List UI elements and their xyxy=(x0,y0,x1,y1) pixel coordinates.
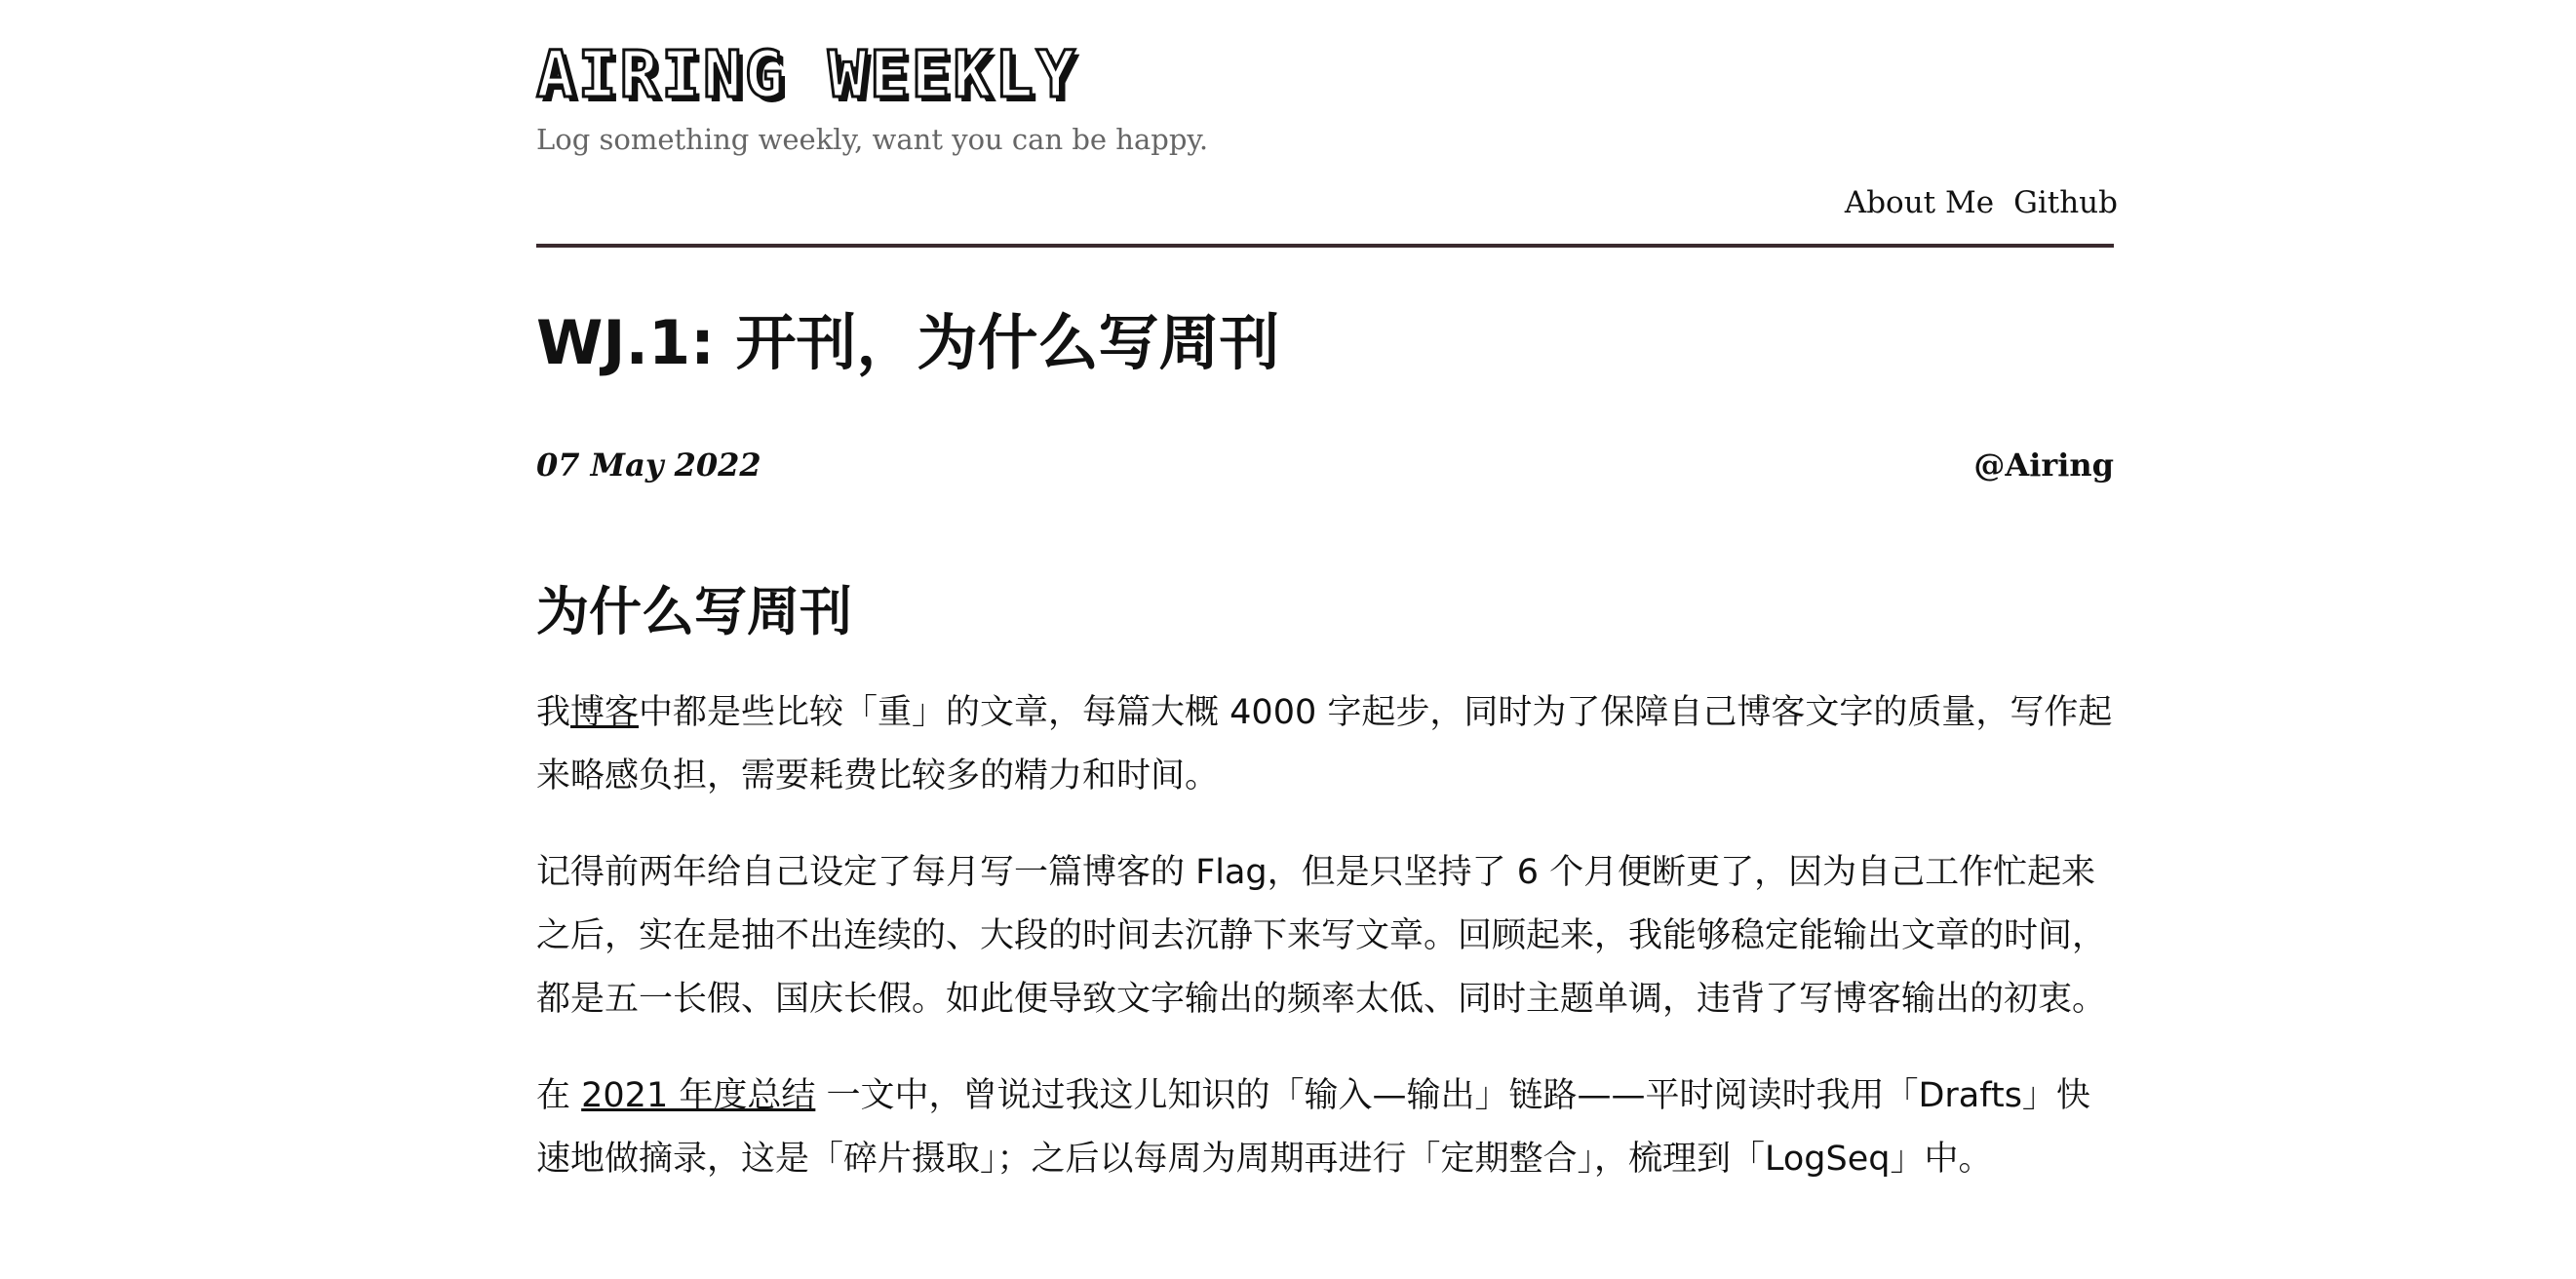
paragraph-1-text-after: 中都是些比较「重」的文章，每篇大概 4000 字起步，同时为了保障自己博客文字的质量，写作起来略感负担，需要耗费比较多的精力和时间。 xyxy=(536,692,2113,795)
paragraph-3-text-after: 一文中，曾说过我这儿知识的「输入—输出」链路——平时阅读时我用「Drafts」快速地做摘录，这是「碎片摄取」；之后以每周为周期再进行「定期整合」，梳理到「LogSeq」中。 xyxy=(536,1075,2090,1179)
paragraph-1-text-before: 我 xyxy=(536,692,571,732)
annual-summary-link[interactable]: 2021 年度总结 xyxy=(581,1075,816,1115)
site-subtitle: Log something weekly, want you can be happy. xyxy=(536,123,1209,156)
post-date: 07 May 2022 xyxy=(536,446,761,484)
blog-link[interactable]: 博客 xyxy=(570,692,640,732)
post-meta xyxy=(536,446,2114,484)
top-nav xyxy=(1845,185,2118,220)
post-title: WJ.1: 开刊，为什么写周刊 xyxy=(536,307,1280,378)
paragraph-3-text-before: 在 xyxy=(536,1075,582,1115)
paragraph-1 xyxy=(536,681,2114,808)
section-heading: 为什么写周刊 xyxy=(536,581,852,642)
site-title[interactable]: AIRING WEEKLY xyxy=(536,37,1078,112)
paragraph-2: 记得前两年给自己设定了每月写一篇博客的 Flag，但是只坚持了 6 个月便断更了，因为自己工作忙起来之后，实在是抽不出连续的、大段的时间去沉静下来写文章。回顾起来，我能够稳定能输出文章的时间，都是五一长假、国庆长假。如此便导致文字输出的频率太低、同时主题单调，违背了写博客输出的初衷。 xyxy=(536,852,2107,1019)
nav-link-github[interactable]: Github xyxy=(2013,185,2118,220)
post-content xyxy=(536,581,2114,1224)
header-divider xyxy=(536,244,2114,248)
nav-link-about-me[interactable]: About Me xyxy=(1844,185,1995,220)
post-author: @Airing xyxy=(1973,446,2114,484)
paragraph-3 xyxy=(536,1065,2114,1191)
